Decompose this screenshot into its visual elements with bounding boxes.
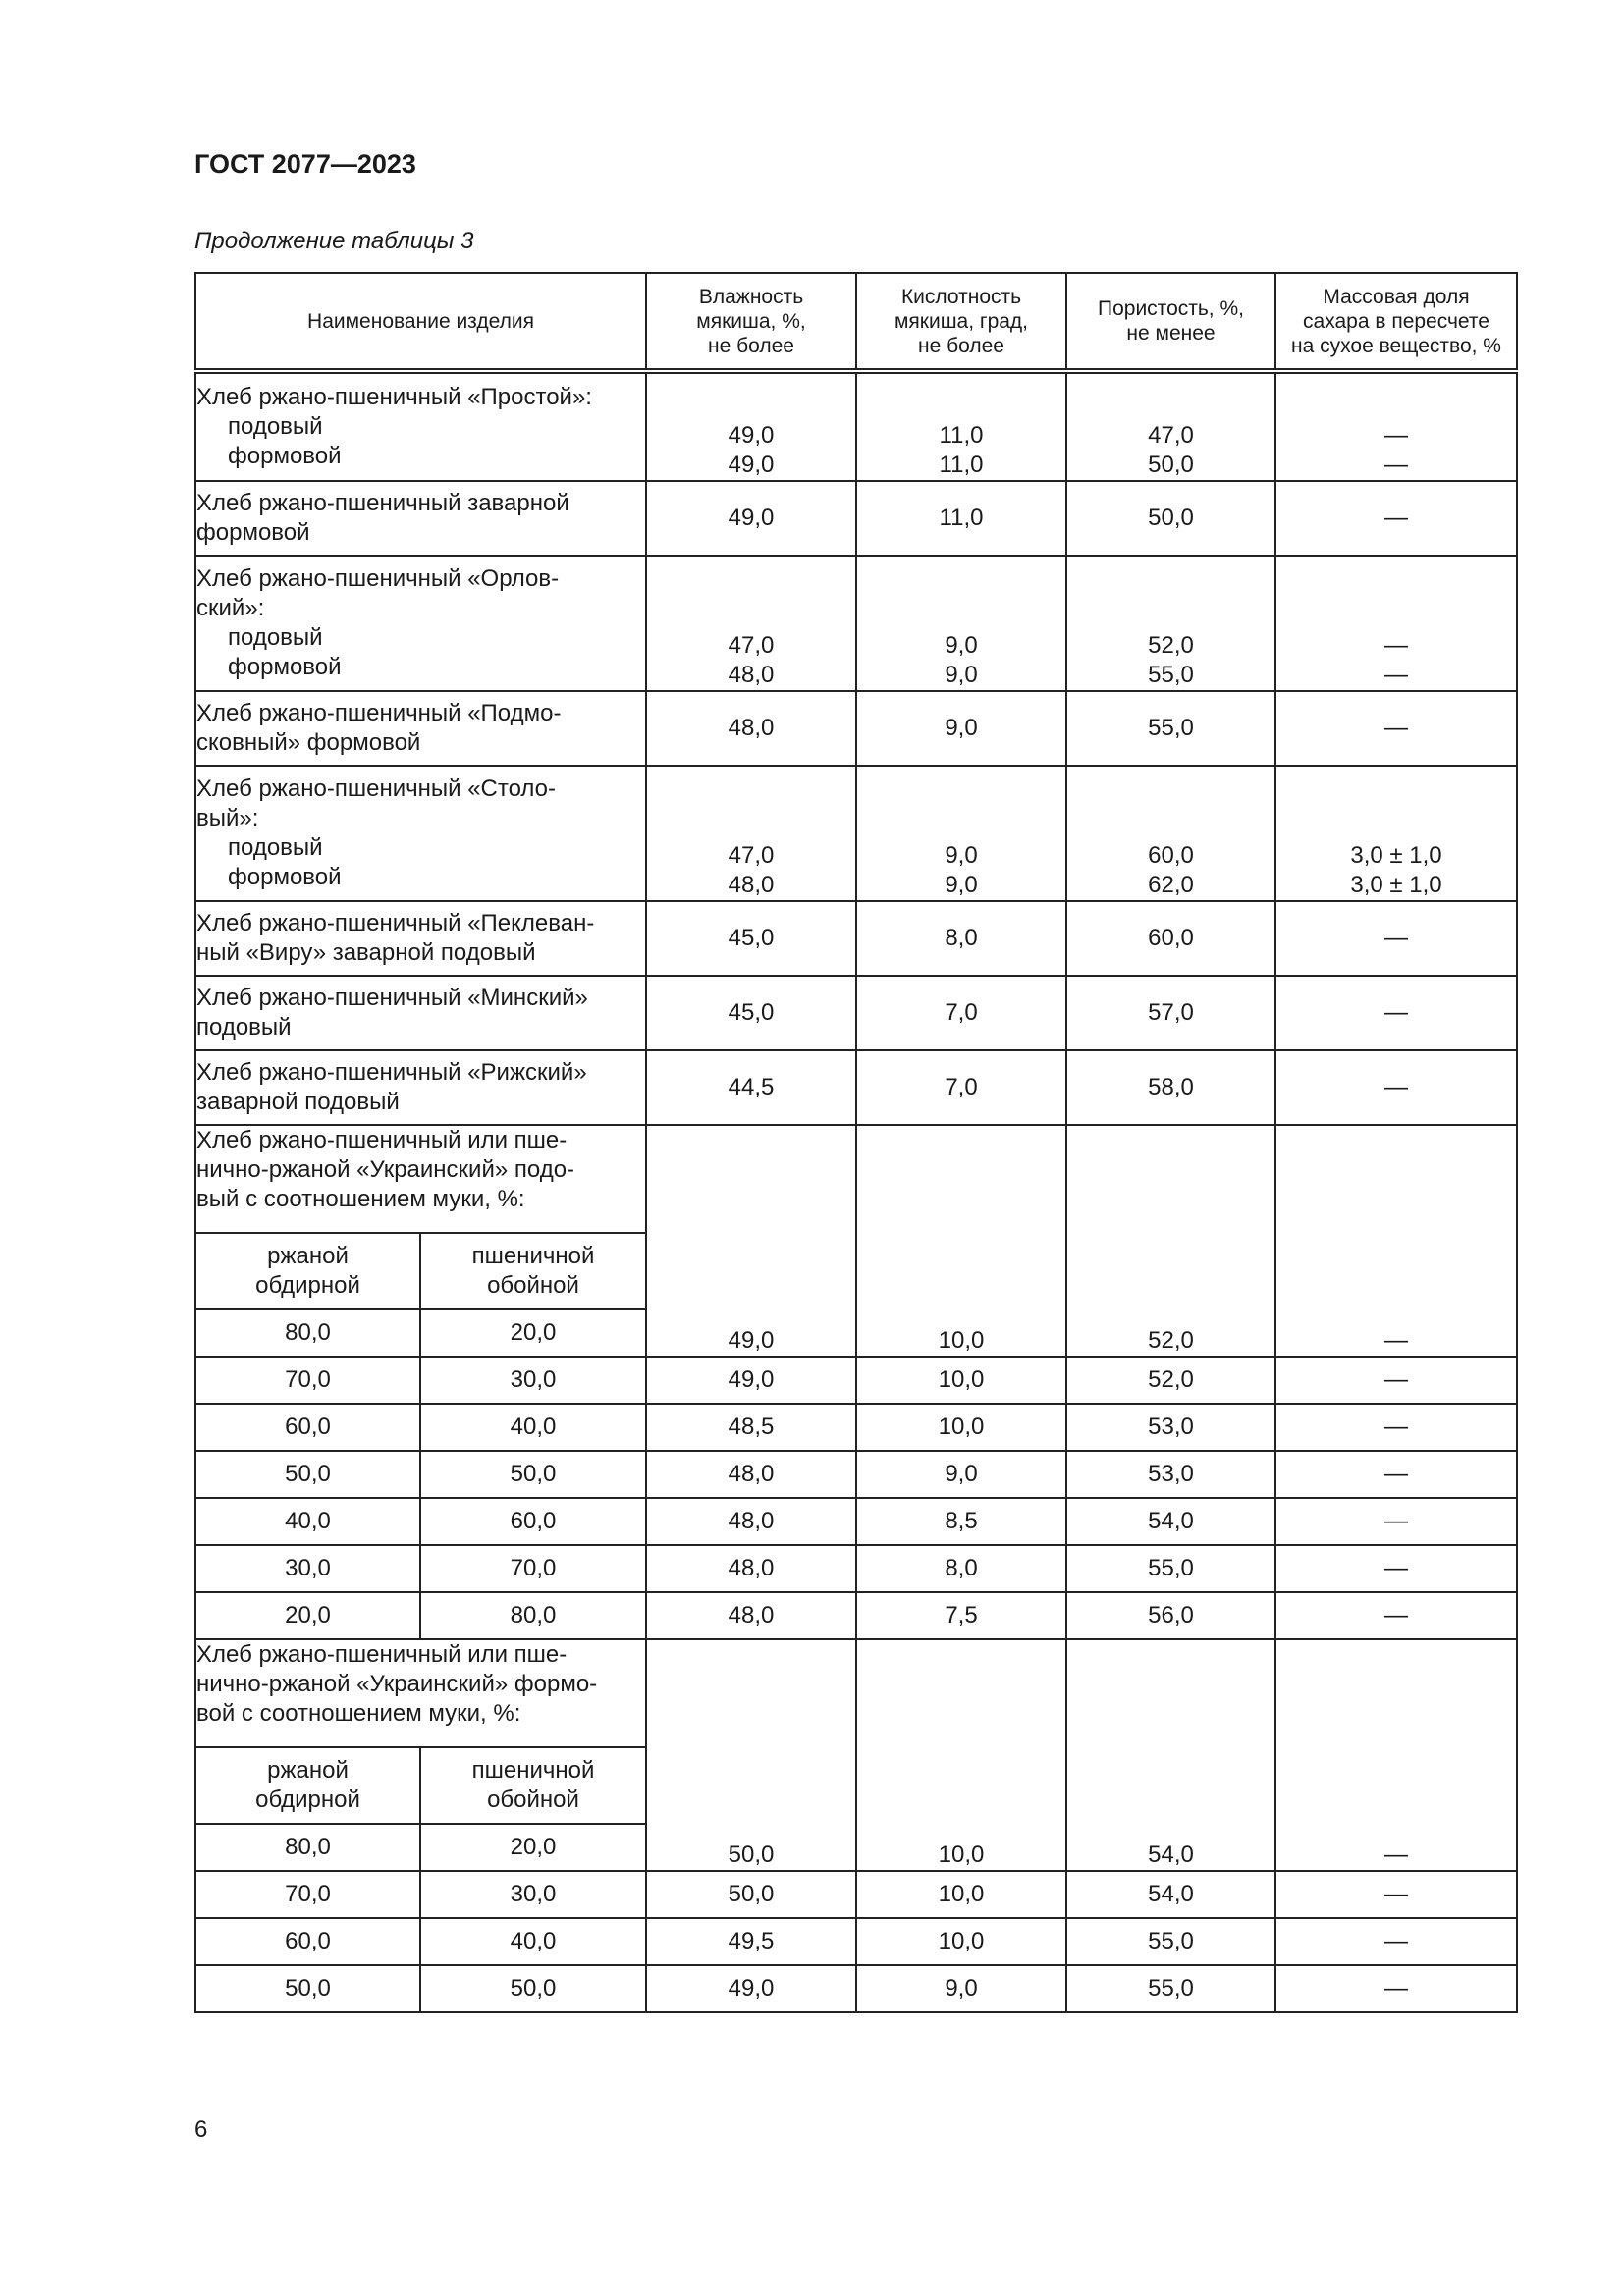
porosity-cell: 57,0 <box>1066 976 1275 1050</box>
moisture-cell: 48,0 <box>646 691 856 766</box>
wheat-share-cell: 70,0 <box>420 1545 646 1592</box>
moisture-cell: 47,0 48,0 <box>646 766 856 901</box>
porosity-cell: 55,0 <box>1066 1965 1275 2012</box>
porosity-cell: 53,0 <box>1066 1404 1275 1451</box>
moisture-cell: 50,0 <box>646 1639 856 1871</box>
sugar-cell: 3,0 ± 1,0 3,0 ± 1,0 <box>1275 766 1517 901</box>
sugar-cell: — <box>1275 1545 1517 1592</box>
acidity-cell: 9,0 <box>856 1965 1066 2012</box>
header-product-name: Наименование изделия <box>195 273 646 371</box>
porosity-cell: 52,0 55,0 <box>1066 556 1275 691</box>
wheat-share-cell: 80,0 <box>420 1592 646 1639</box>
acidity-cell: 8,5 <box>856 1498 1066 1545</box>
table-row-peklevanny <box>195 901 1517 976</box>
moisture-cell: 48,0 <box>646 1451 856 1498</box>
wheat-share-cell: 50,0 <box>420 1965 646 2012</box>
moisture-cell: 49,0 <box>646 1965 856 2012</box>
acidity-cell: 10,0 <box>856 1125 1066 1357</box>
product-name-cell: Хлеб ржано-пшеничный «Пеклеван- ный «Виру» заварной подовый <box>195 901 646 976</box>
table-header-row <box>195 273 1517 371</box>
moisture-cell: 45,0 <box>646 976 856 1050</box>
sugar-cell: — <box>1275 1498 1517 1545</box>
rye-share-cell: 80,0 <box>195 1824 420 1871</box>
header-porosity: Пористость, %, не менее <box>1066 273 1275 371</box>
acidity-cell: 9,0 <box>856 691 1066 766</box>
rye-share-cell: 40,0 <box>195 1498 420 1545</box>
quality-indicators-table <box>194 272 1518 2013</box>
table-row <box>195 1918 1517 1965</box>
acidity-cell: 7,0 <box>856 976 1066 1050</box>
table-row <box>195 1592 1517 1639</box>
sugar-cell: — <box>1275 1050 1517 1125</box>
moisture-cell: 48,0 <box>646 1498 856 1545</box>
product-name-cell: Хлеб ржано-пшеничный заварной формовой <box>195 481 646 556</box>
moisture-cell: 48,5 <box>646 1404 856 1451</box>
product-name-cell: Хлеб ржано-пшеничный или пше- нично-ржаной «Украинский» формо- вой с соотношением муки, %: <box>195 1639 646 1747</box>
sugar-cell: — <box>1275 1639 1517 1871</box>
moisture-cell: 49,0 <box>646 1357 856 1404</box>
moisture-cell: 49,0 <box>646 1125 856 1357</box>
rye-share-cell: 50,0 <box>195 1965 420 2012</box>
rye-share-cell: 30,0 <box>195 1545 420 1592</box>
acidity-cell: 8,0 <box>856 901 1066 976</box>
table-row <box>195 1404 1517 1451</box>
rye-share-cell: 50,0 <box>195 1451 420 1498</box>
wheat-share-cell: 30,0 <box>420 1871 646 1918</box>
table-row-ukrainsky-mold-intro <box>195 1639 1517 1747</box>
moisture-cell: 49,0 49,0 <box>646 371 856 481</box>
table-row-orlovsky <box>195 556 1517 691</box>
product-name-cell: Хлеб ржано-пшеничный «Подмо- сковный» формовой <box>195 691 646 766</box>
acidity-cell: 8,0 <box>856 1545 1066 1592</box>
acidity-cell: 11,0 11,0 <box>856 371 1066 481</box>
acidity-cell: 10,0 <box>856 1871 1066 1918</box>
table-row-ukrainsky-hearth-intro <box>195 1125 1517 1233</box>
table-caption: Продолжение таблицы 3 <box>194 228 474 254</box>
product-name-cell: Хлеб ржано-пшеничный «Простой»: подовый формовой <box>195 371 646 481</box>
table-row <box>195 1965 1517 2012</box>
porosity-cell: 53,0 <box>1066 1451 1275 1498</box>
product-name-cell: Хлеб ржано-пшеничный или пше- нично-ржаной «Украинский» подо- вый с соотношением муки, %: <box>195 1125 646 1233</box>
table-row-podmoskovny <box>195 691 1517 766</box>
sugar-cell: — <box>1275 1451 1517 1498</box>
rye-share-cell: 70,0 <box>195 1871 420 1918</box>
subheader-rye-flour: ржаной обдирной <box>195 1233 420 1309</box>
product-name-cell: Хлеб ржано-пшеничный «Рижский» заварной подовый <box>195 1050 646 1125</box>
product-name-cell: Хлеб ржано-пшеничный «Минский» подовый <box>195 976 646 1050</box>
sugar-cell: — <box>1275 1592 1517 1639</box>
rye-share-cell: 60,0 <box>195 1918 420 1965</box>
acidity-cell: 7,5 <box>856 1592 1066 1639</box>
moisture-cell: 48,0 <box>646 1545 856 1592</box>
document-title: ГОСТ 2077—2023 <box>194 149 416 179</box>
sugar-cell: — <box>1275 691 1517 766</box>
table-row-zavarnoy <box>195 481 1517 556</box>
wheat-share-cell: 20,0 <box>420 1309 646 1357</box>
header-sugar: Массовая доля сахара в пересчете на сухое вещество, % <box>1275 273 1517 371</box>
sugar-cell: — — <box>1275 371 1517 481</box>
wheat-share-cell: 50,0 <box>420 1451 646 1498</box>
table-row-minsky <box>195 976 1517 1050</box>
acidity-cell: 7,0 <box>856 1050 1066 1125</box>
acidity-cell: 9,0 9,0 <box>856 766 1066 901</box>
sugar-cell: — <box>1275 901 1517 976</box>
wheat-share-cell: 30,0 <box>420 1357 646 1404</box>
sugar-cell: — <box>1275 1918 1517 1965</box>
porosity-cell: 58,0 <box>1066 1050 1275 1125</box>
table-row-rizhsky <box>195 1050 1517 1125</box>
porosity-cell: 47,0 50,0 <box>1066 371 1275 481</box>
porosity-cell: 60,0 <box>1066 901 1275 976</box>
table-row-prostoy <box>195 371 1517 481</box>
product-name-cell: Хлеб ржано-пшеничный «Орлов- ский»: подовый формовой <box>195 556 646 691</box>
acidity-cell: 11,0 <box>856 481 1066 556</box>
table-row <box>195 1871 1517 1918</box>
porosity-cell: 54,0 <box>1066 1498 1275 1545</box>
acidity-cell: 10,0 <box>856 1357 1066 1404</box>
subheader-rye-flour: ржаной обдирной <box>195 1747 420 1824</box>
acidity-cell: 10,0 <box>856 1404 1066 1451</box>
moisture-cell: 49,0 <box>646 481 856 556</box>
moisture-cell: 49,5 <box>646 1918 856 1965</box>
moisture-cell: 48,0 <box>646 1592 856 1639</box>
moisture-cell: 44,5 <box>646 1050 856 1125</box>
rye-share-cell: 80,0 <box>195 1309 420 1357</box>
porosity-cell: 55,0 <box>1066 1545 1275 1592</box>
page-number: 6 <box>194 2116 208 2143</box>
porosity-cell: 50,0 <box>1066 481 1275 556</box>
wheat-share-cell: 60,0 <box>420 1498 646 1545</box>
table-row-stolovy <box>195 766 1517 901</box>
moisture-cell: 45,0 <box>646 901 856 976</box>
acidity-cell: 10,0 <box>856 1639 1066 1871</box>
sugar-cell: — <box>1275 1357 1517 1404</box>
sugar-cell: — — <box>1275 556 1517 691</box>
table-row <box>195 1498 1517 1545</box>
rye-share-cell: 70,0 <box>195 1357 420 1404</box>
sugar-cell: — <box>1275 1965 1517 2012</box>
table-row <box>195 1451 1517 1498</box>
sugar-cell: — <box>1275 1125 1517 1357</box>
porosity-cell: 55,0 <box>1066 1918 1275 1965</box>
subheader-wheat-flour: пшеничной обойной <box>420 1233 646 1309</box>
rye-share-cell: 60,0 <box>195 1404 420 1451</box>
header-acidity: Кислотность мякиша, град, не более <box>856 273 1066 371</box>
table-row <box>195 1545 1517 1592</box>
porosity-cell: 60,0 62,0 <box>1066 766 1275 901</box>
acidity-cell: 9,0 9,0 <box>856 556 1066 691</box>
table-row <box>195 1357 1517 1404</box>
moisture-cell: 50,0 <box>646 1871 856 1918</box>
subheader-wheat-flour: пшеничной обойной <box>420 1747 646 1824</box>
moisture-cell: 47,0 48,0 <box>646 556 856 691</box>
wheat-share-cell: 40,0 <box>420 1404 646 1451</box>
sugar-cell: — <box>1275 481 1517 556</box>
rye-share-cell: 20,0 <box>195 1592 420 1639</box>
porosity-cell: 55,0 <box>1066 691 1275 766</box>
product-name-cell: Хлеб ржано-пшеничный «Столо- вый»: подовый формовой <box>195 766 646 901</box>
porosity-cell: 52,0 <box>1066 1357 1275 1404</box>
porosity-cell: 54,0 <box>1066 1871 1275 1918</box>
porosity-cell: 56,0 <box>1066 1592 1275 1639</box>
wheat-share-cell: 40,0 <box>420 1918 646 1965</box>
sugar-cell: — <box>1275 1871 1517 1918</box>
porosity-cell: 52,0 <box>1066 1125 1275 1357</box>
sugar-cell: — <box>1275 1404 1517 1451</box>
acidity-cell: 9,0 <box>856 1451 1066 1498</box>
wheat-share-cell: 20,0 <box>420 1824 646 1871</box>
sugar-cell: — <box>1275 976 1517 1050</box>
header-moisture: Влажность мякиша, %, не более <box>646 273 856 371</box>
acidity-cell: 10,0 <box>856 1918 1066 1965</box>
porosity-cell: 54,0 <box>1066 1639 1275 1871</box>
